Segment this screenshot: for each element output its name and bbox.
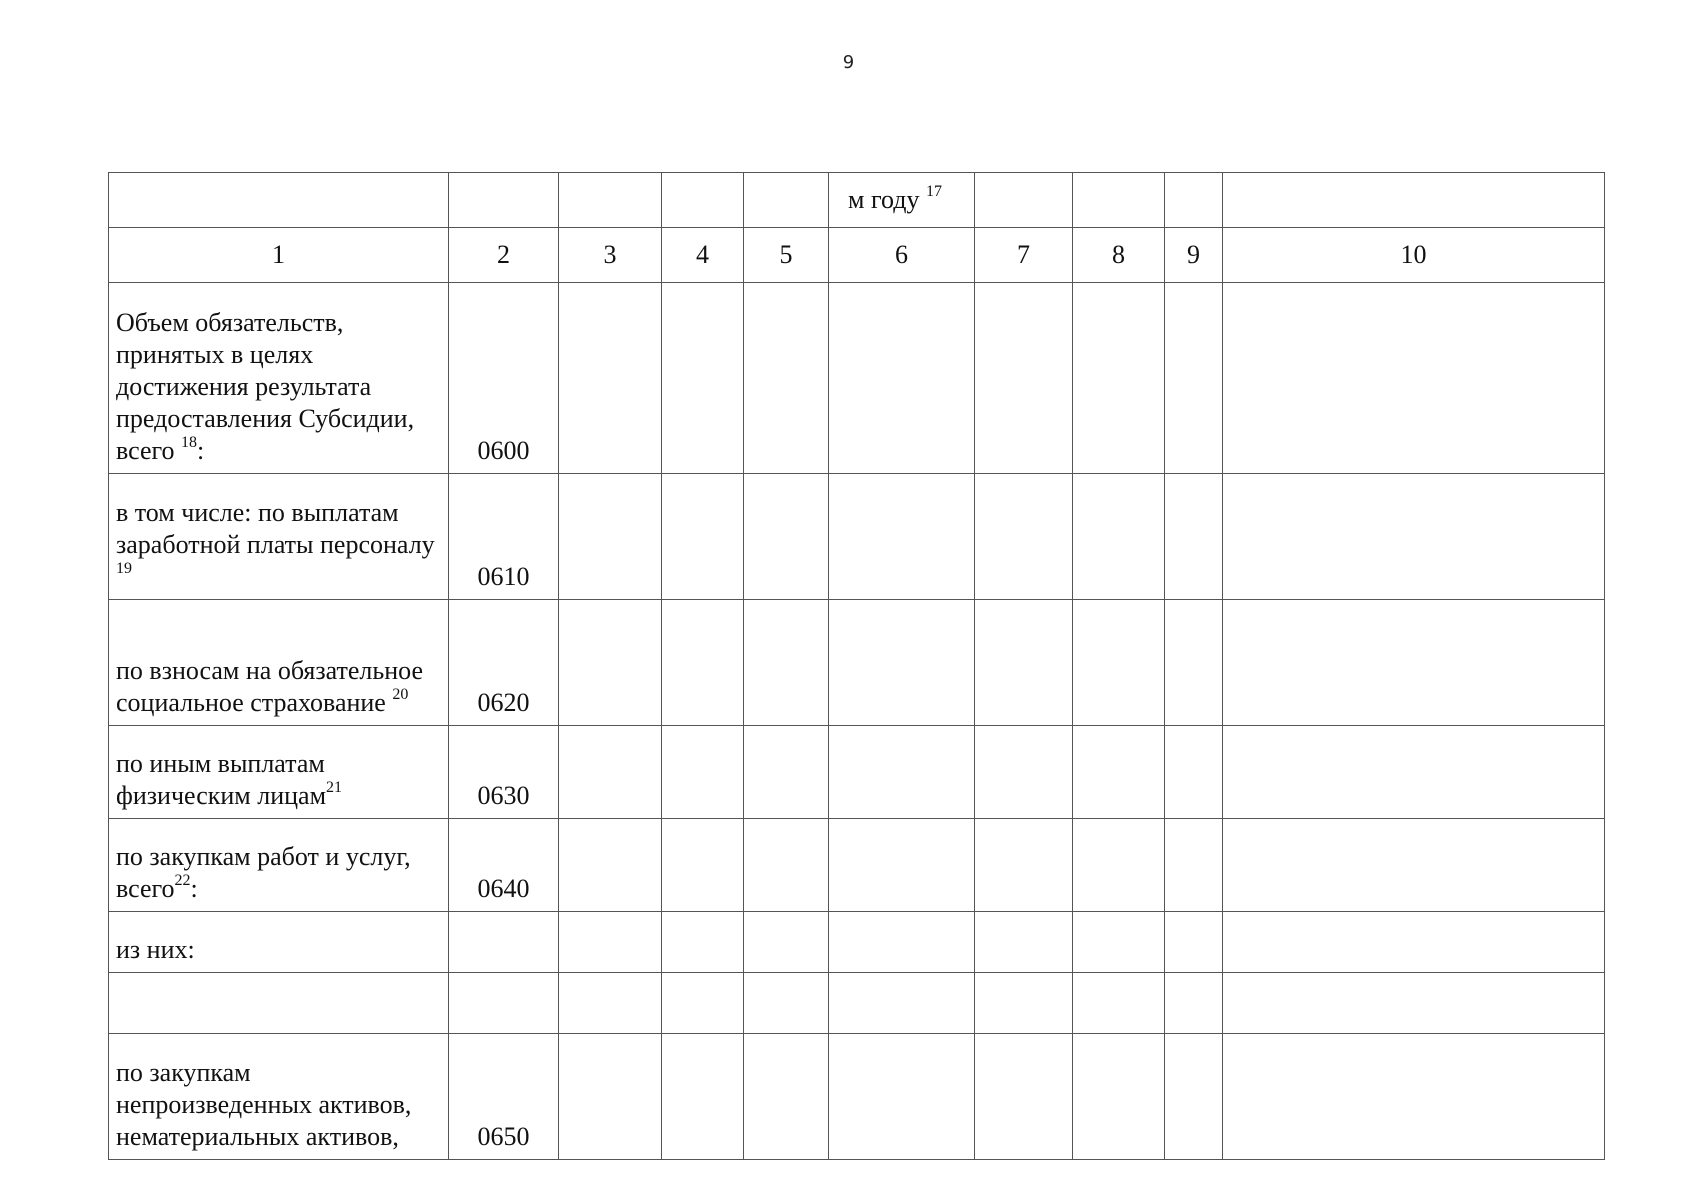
row-label <box>109 819 449 912</box>
column-number: 2 <box>449 228 559 283</box>
table-cell <box>1165 819 1223 912</box>
table-cell <box>1073 173 1165 228</box>
table-cell <box>829 726 975 819</box>
table-cell <box>744 973 829 1034</box>
table-cell <box>559 1034 662 1160</box>
column-number: 8 <box>1073 228 1165 283</box>
footnote-ref: 19 <box>116 560 132 577</box>
table-cell <box>1165 726 1223 819</box>
table-cell <box>1073 726 1165 819</box>
row-label <box>109 1034 449 1160</box>
row-label <box>109 973 449 1034</box>
table-cell <box>1073 1034 1165 1160</box>
table-cell <box>1165 600 1223 726</box>
row-code <box>449 912 559 973</box>
table-cell <box>559 726 662 819</box>
table-cell <box>1073 283 1165 474</box>
table-cell <box>744 1034 829 1160</box>
column-number: 9 <box>1165 228 1223 283</box>
table-cell <box>1165 173 1223 228</box>
row-label-text: в том числе: по выплатам заработной платы персоналу <box>116 498 435 559</box>
table-cell <box>1223 726 1605 819</box>
table-cell <box>662 283 744 474</box>
row-label-text: по закупкам работ и услуг, всего <box>116 842 411 903</box>
column-number: 4 <box>662 228 744 283</box>
header-fragment-text: м году <box>848 185 920 214</box>
table-cell <box>744 173 829 228</box>
table-cell <box>662 819 744 912</box>
row-code: 0610 <box>449 474 559 600</box>
table-cell <box>975 474 1073 600</box>
table-cell <box>1165 973 1223 1034</box>
header-fragment-row <box>109 173 1605 228</box>
table-cell <box>829 819 975 912</box>
row-code: 0650 <box>449 1034 559 1160</box>
table-row <box>109 912 1605 973</box>
table-cell <box>829 973 975 1034</box>
table-cell <box>662 474 744 600</box>
table-cell <box>744 600 829 726</box>
row-label-text: по закупкам непроизведенных активов, нематериальных активов, <box>116 1058 412 1151</box>
table-cell <box>744 283 829 474</box>
table-cell <box>744 819 829 912</box>
table-cell <box>975 1034 1073 1160</box>
footnote-ref: 21 <box>326 779 343 796</box>
table-cell <box>975 600 1073 726</box>
column-number: 6 <box>829 228 975 283</box>
row-label <box>109 600 449 726</box>
column-number: 3 <box>559 228 662 283</box>
table-cell <box>829 600 975 726</box>
row-code: 0640 <box>449 819 559 912</box>
row-code: 0600 <box>449 283 559 474</box>
table-cell <box>109 173 449 228</box>
table-cell <box>1223 1034 1605 1160</box>
row-code <box>449 973 559 1034</box>
table-cell <box>559 600 662 726</box>
page-number: 9 <box>842 52 855 73</box>
table-row <box>109 973 1605 1034</box>
column-number: 1 <box>109 228 449 283</box>
row-label-suffix: : <box>190 874 198 903</box>
table-cell <box>662 1034 744 1160</box>
table-cell <box>744 474 829 600</box>
table-cell <box>975 819 1073 912</box>
table-cell <box>1223 283 1605 474</box>
table-cell <box>1165 283 1223 474</box>
table-cell <box>975 283 1073 474</box>
table-cell <box>1223 173 1605 228</box>
row-code: 0630 <box>449 726 559 819</box>
table-cell <box>559 474 662 600</box>
table-cell <box>1223 973 1605 1034</box>
table-row <box>109 474 1605 600</box>
table-cell <box>975 912 1073 973</box>
table-cell <box>1223 819 1605 912</box>
table-cell <box>662 973 744 1034</box>
table-cell <box>559 912 662 973</box>
table-row <box>109 819 1605 912</box>
table-cell <box>1223 600 1605 726</box>
table-cell <box>1165 912 1223 973</box>
row-code: 0620 <box>449 600 559 726</box>
row-label-text: по иным выплатам физическим лицам <box>116 749 327 810</box>
table-cell <box>1223 912 1605 973</box>
row-label <box>109 912 449 973</box>
table-cell <box>829 474 975 600</box>
footnote-ref: 17 <box>925 183 942 200</box>
table-row <box>109 726 1605 819</box>
footnote-ref: 22 <box>174 872 191 889</box>
table-cell <box>1073 973 1165 1034</box>
column-number: 7 <box>975 228 1073 283</box>
row-label-text: Объем обязательств, принятых в целях достижения результата предоставления Субсидии, всего <box>116 308 415 465</box>
table-cell <box>662 600 744 726</box>
row-label-text: из них: <box>116 935 195 964</box>
table-cell <box>559 819 662 912</box>
table-cell <box>744 726 829 819</box>
table-row <box>109 600 1605 726</box>
footnote-ref: 18 <box>181 434 198 451</box>
table-cell <box>1073 474 1165 600</box>
table-cell <box>1073 819 1165 912</box>
table-row <box>109 283 1605 474</box>
table-cell <box>975 973 1073 1034</box>
column-number-row <box>109 228 1605 283</box>
table-cell <box>662 173 744 228</box>
table-cell <box>975 726 1073 819</box>
table-row <box>109 1034 1605 1160</box>
table-cell <box>559 973 662 1034</box>
table-cell <box>1165 1034 1223 1160</box>
footnote-ref: 20 <box>392 686 409 703</box>
table-cell <box>829 1034 975 1160</box>
table-cell <box>829 912 975 973</box>
table-cell <box>559 283 662 474</box>
table-cell <box>662 726 744 819</box>
table-cell <box>744 912 829 973</box>
table-cell <box>1223 474 1605 600</box>
table-cell <box>975 173 1073 228</box>
table-cell <box>1073 912 1165 973</box>
subsidy-obligations-table <box>108 172 1605 1160</box>
column-number: 5 <box>744 228 829 283</box>
table-cell <box>449 173 559 228</box>
row-label-text: по взносам на обязательное социальное страхование <box>116 656 424 717</box>
table-cell <box>662 912 744 973</box>
table-cell <box>1073 600 1165 726</box>
row-label-suffix: : <box>197 436 205 465</box>
row-label <box>109 726 449 819</box>
table-cell <box>829 283 975 474</box>
row-label <box>109 474 449 600</box>
column-number: 10 <box>1223 228 1605 283</box>
table-cell <box>1165 474 1223 600</box>
row-label <box>109 283 449 474</box>
table-cell <box>559 173 662 228</box>
header-fragment-cell <box>829 173 975 228</box>
